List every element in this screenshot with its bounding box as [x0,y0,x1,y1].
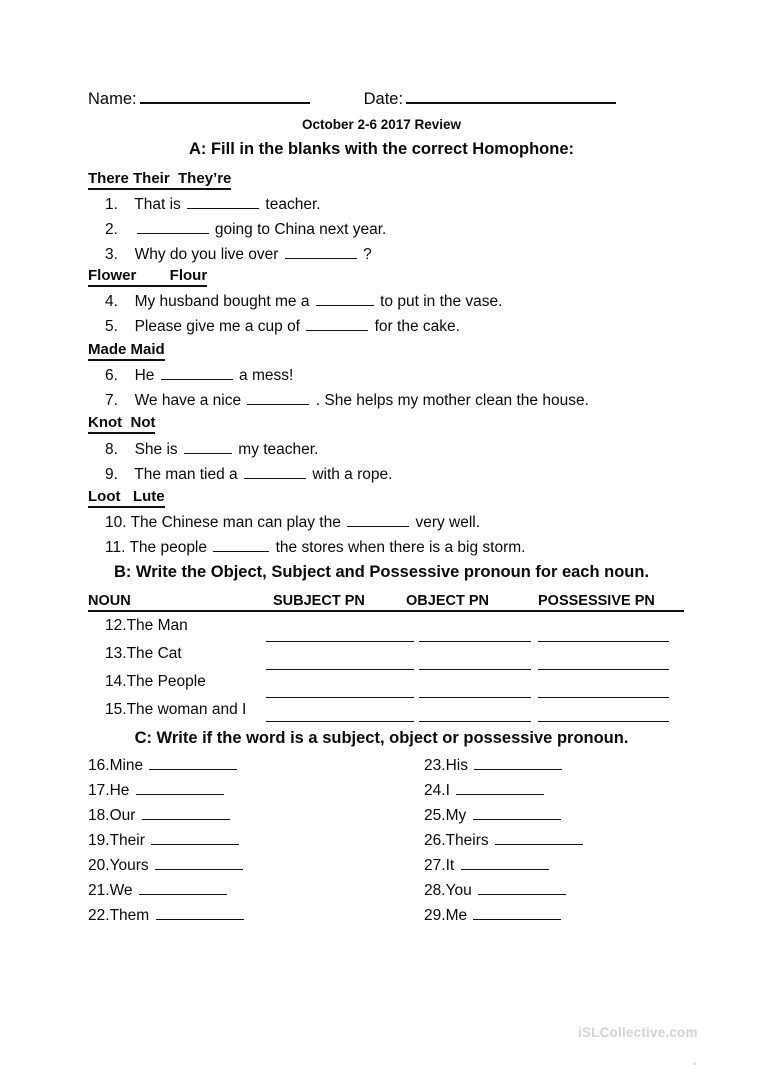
answer-blank[interactable] [184,440,232,454]
question-text-before: The people [129,539,207,556]
question-number: 6. [105,367,118,384]
question-number: 10. [105,514,127,531]
pronoun-item-28 [424,881,568,900]
item-word: Their [109,832,145,849]
answer-blank[interactable] [151,831,239,845]
section-a-heading: A: Fill in the blanks with the correct Homophone: [188,140,575,158]
item-word: You [445,882,472,899]
answer-blank[interactable] [187,195,259,209]
item-word: Me [445,907,468,924]
table-row [105,673,206,691]
answer-blank[interactable] [247,391,309,405]
answer-blank[interactable] [161,366,233,380]
question-number: 1. [105,196,118,213]
answer-blank[interactable] [461,856,549,870]
item-word: Theirs [445,832,489,849]
corner-mark [693,1062,696,1065]
answer-blank[interactable] [473,906,561,920]
item-number: 17. [88,782,110,799]
pronoun-item-24 [424,781,546,800]
date-label: Date: [363,90,404,108]
answer-blank[interactable] [156,906,244,920]
object-pn-blank[interactable] [419,721,531,722]
name-blank-line[interactable] [140,88,310,104]
pronoun-item-25 [424,806,563,825]
item-number: 21. [88,882,110,899]
item-number: 25. [424,807,446,824]
item-number: 18. [88,807,110,824]
answer-blank[interactable] [244,465,306,479]
pronoun-item-17 [88,781,226,800]
answer-blank[interactable] [285,245,357,259]
question-number: 11. [105,539,126,556]
row-number: 13. [105,645,127,662]
question-text-after: for the cake. [374,318,460,335]
answer-blank[interactable] [456,781,544,795]
item-word: Our [109,807,136,824]
item-word: Them [109,907,150,924]
pronoun-item-21 [88,881,229,900]
possessive-pn-blank[interactable] [538,721,669,722]
item-number: 27. [424,857,446,874]
answer-blank[interactable] [495,831,583,845]
question-text-before: We have a nice [134,392,242,409]
item-word: His [445,757,468,774]
item-word: I [445,782,450,799]
item-word: He [109,782,130,799]
name-date-row [88,88,678,112]
question-2 [105,220,386,240]
question-text-after: . She helps my mother clean the house. [315,392,589,409]
object-pn-blank[interactable] [419,641,531,642]
subject-pn-blank[interactable] [266,721,414,722]
question-text-after: teacher. [265,196,321,213]
question-text-before: The man tied a [134,466,238,483]
question-number: 2. [105,221,118,238]
pronoun-item-23 [424,756,564,775]
pronoun-item-26 [424,831,585,850]
question-text-after: the stores when there is a big storm. [275,539,526,556]
column-header-subject-pn: SUBJECT PN [273,593,365,609]
subject-pn-blank[interactable] [266,697,414,698]
answer-blank[interactable] [149,756,237,770]
pronoun-item-29 [424,906,563,925]
item-word: Yours [109,857,149,874]
question-8 [105,440,318,460]
question-text-after: to put in the vase. [380,293,503,310]
question-text-after: very well. [415,514,481,531]
answer-blank[interactable] [139,881,227,895]
answer-blank[interactable] [316,292,374,306]
item-number: 28. [424,882,446,899]
question-number: 9. [105,466,118,483]
question-7 [105,391,589,411]
pronoun-item-18 [88,806,232,825]
item-number: 19. [88,832,110,849]
column-header-object-pn: OBJECT PN [406,593,489,609]
homophone-group-loot: Loot Lute [88,488,165,508]
item-word: Mine [109,757,144,774]
question-text-after: my teacher. [238,441,319,458]
row-noun: The Cat [126,645,182,662]
question-1 [105,195,321,215]
pronoun-item-22 [88,906,246,925]
possessive-pn-blank[interactable] [538,641,669,642]
question-6 [105,366,293,386]
pronoun-item-20 [88,856,245,875]
question-3 [105,245,372,265]
item-number: 29. [424,907,446,924]
section-b-heading: B: Write the Object, Subject and Possessive pronoun for each noun. [113,563,650,581]
row-number: 15. [105,701,127,718]
homophone-group-knot: Knot Not [88,414,155,434]
table-row [105,645,182,663]
answer-blank[interactable] [213,538,269,552]
islcollective-watermark: iSLCollective.com [578,1025,698,1040]
item-word: It [445,857,455,874]
pronoun-item-27 [424,856,551,875]
answer-blank[interactable] [136,781,224,795]
question-text-before: My husband bought me a [134,293,310,310]
homophone-group-there: There Their They’re [88,170,231,190]
question-text-before: He [134,367,155,384]
item-number: 23. [424,757,446,774]
item-word: My [445,807,467,824]
pronoun-item-19 [88,831,241,850]
subject-pn-blank[interactable] [266,641,414,642]
answer-blank[interactable] [137,220,209,234]
column-header-possessive-pn: POSSESSIVE PN [538,593,655,609]
column-header-noun: NOUN [88,593,131,609]
answer-blank[interactable] [474,756,562,770]
item-number: 22. [88,907,110,924]
row-noun: The People [126,673,206,690]
possessive-pn-blank[interactable] [538,669,669,670]
name-label: Name: [88,90,137,108]
question-text-before: Please give me a cup of [134,318,300,335]
item-word: We [109,882,133,899]
row-noun: The woman and I [126,701,247,718]
answer-blank[interactable] [473,806,561,820]
answer-blank[interactable] [306,317,368,331]
answer-blank[interactable] [142,806,230,820]
item-number: 20. [88,857,110,874]
document-title: October 2-6 2017 Review [301,117,462,132]
table-row [105,701,246,719]
question-10 [105,513,480,533]
homophone-group-made: Made Maid [88,341,165,361]
subject-pn-blank[interactable] [266,669,414,670]
answer-blank[interactable] [478,881,566,895]
row-number: 14. [105,673,127,690]
possessive-pn-blank[interactable] [538,697,669,698]
question-number: 4. [105,293,118,310]
object-pn-blank[interactable] [419,697,531,698]
question-text-before: Why do you live over [134,246,279,263]
row-noun: The Man [126,617,188,634]
row-number: 12. [105,617,127,634]
answer-blank[interactable] [347,513,409,527]
question-number: 3. [105,246,118,263]
question-4 [105,292,502,312]
item-number: 26. [424,832,446,849]
question-number: 8. [105,441,118,458]
question-text-after: ? [363,246,372,263]
object-pn-blank[interactable] [419,669,531,670]
question-text-before: She is [134,441,178,458]
section-c-heading: C: Write if the word is a subject, object or possessive pronoun. [134,729,629,747]
item-number: 24. [424,782,446,799]
pronoun-item-16 [88,756,239,775]
question-text-after: with a rope. [312,466,393,483]
homophone-group-flower: Flower Flour [88,267,207,287]
question-text-before: That is [134,196,181,213]
question-9 [105,465,392,485]
question-text-before: The Chinese man can play the [130,514,341,531]
pronoun-table-header [88,590,684,612]
question-text-after: going to China next year. [214,221,387,238]
answer-blank[interactable] [155,856,243,870]
question-text-after: a mess! [239,367,294,384]
date-blank-line[interactable] [406,88,616,104]
question-5 [105,317,460,337]
table-row [105,617,188,635]
item-number: 16. [88,757,110,774]
question-number: 7. [105,392,118,409]
question-11 [105,538,525,558]
question-number: 5. [105,318,118,335]
